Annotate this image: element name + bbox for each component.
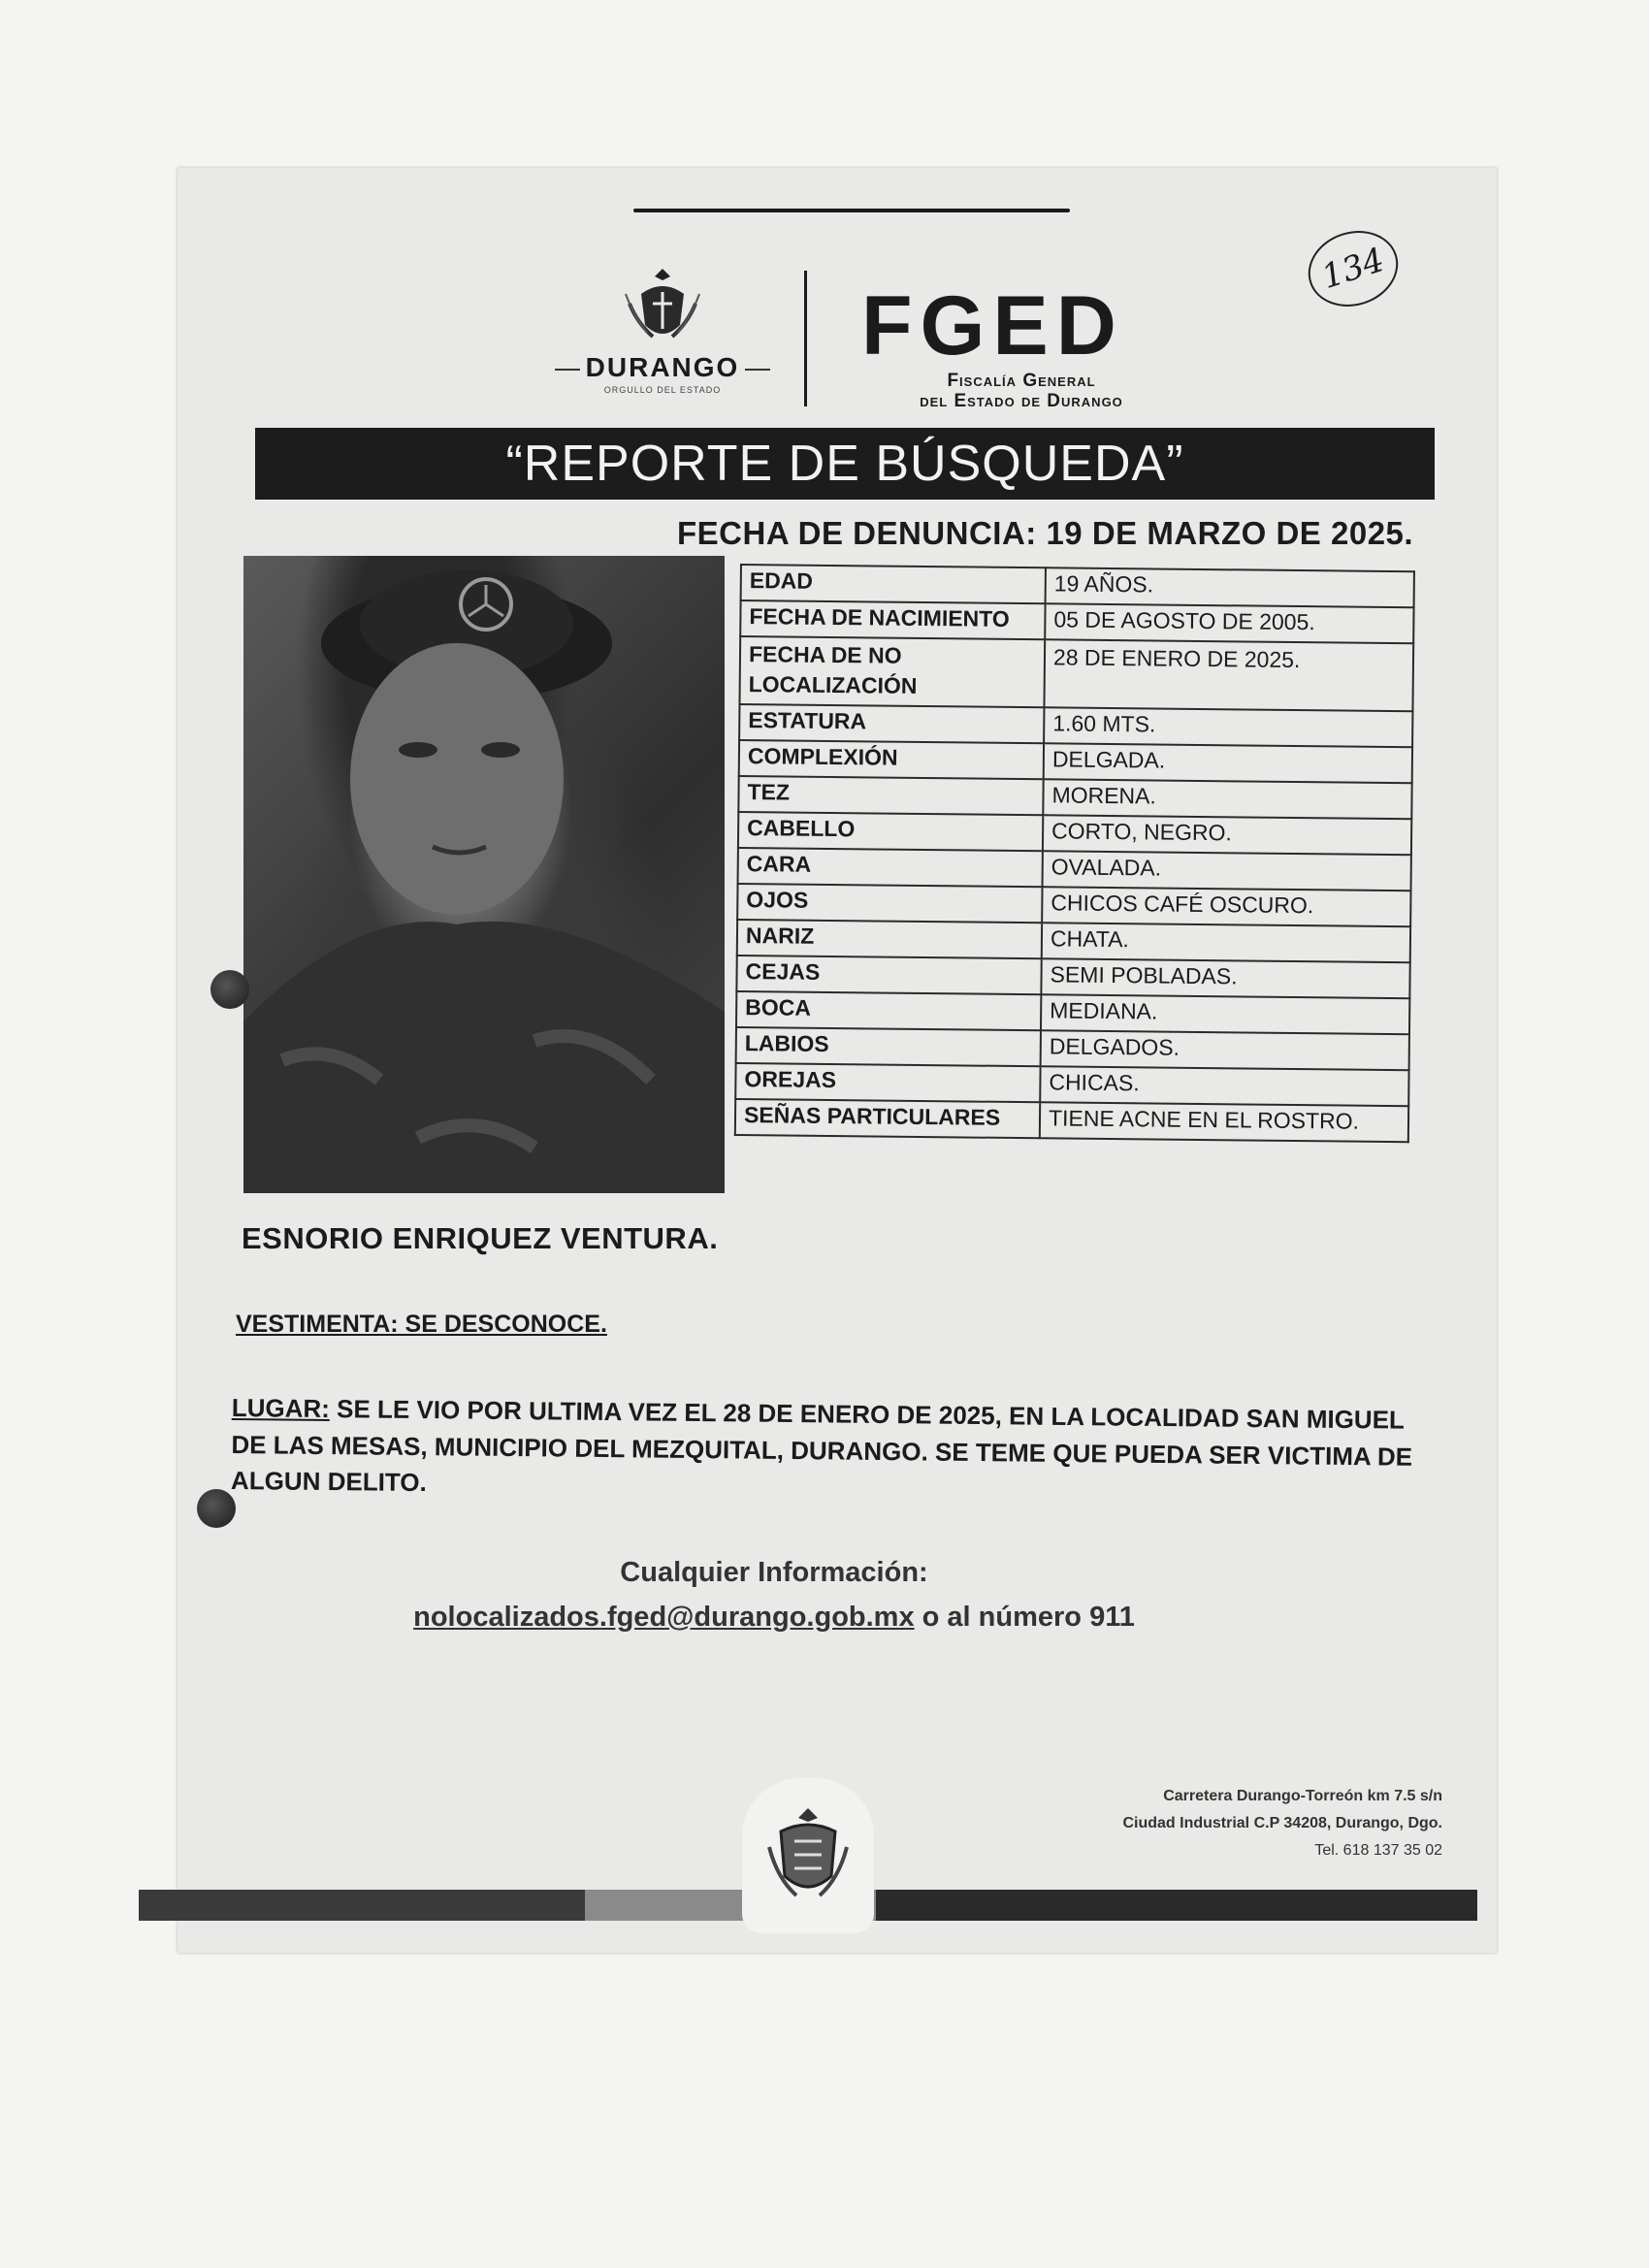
field-label: CARA xyxy=(738,848,1043,887)
table-row xyxy=(739,636,1413,711)
field-label: OJOS xyxy=(737,884,1042,923)
field-value: MEDIANA. xyxy=(1041,994,1409,1034)
field-label: CEJAS xyxy=(736,956,1041,994)
field-label: OREJAS xyxy=(735,1063,1040,1102)
field-value: CHICOS CAFÉ OSCURO. xyxy=(1042,887,1410,926)
field-label: CABELLO xyxy=(738,812,1043,851)
field-value: 05 DE AGOSTO DE 2005. xyxy=(1045,603,1413,643)
fged-wordmark: FGED xyxy=(861,279,1124,373)
contact-phone-text: o al número 911 xyxy=(914,1602,1135,1633)
person-photo-image xyxy=(243,556,725,1193)
handwritten-page-number: 134 xyxy=(1299,219,1408,317)
address-phone: Tel. 618 137 35 02 xyxy=(1314,1842,1442,1859)
footer-bar-segment-darkest xyxy=(876,1890,1477,1921)
field-label: FECHA DE NACIMIENTO xyxy=(740,600,1045,639)
field-label: TEZ xyxy=(738,776,1043,815)
field-label: ESTATURA xyxy=(739,704,1044,743)
field-value: CHICAS. xyxy=(1040,1066,1408,1106)
person-photo xyxy=(243,556,725,1193)
document-page xyxy=(178,168,1497,1953)
binder-hole-top xyxy=(210,970,249,1009)
field-label: LABIOS xyxy=(736,1027,1041,1066)
address-line2: Ciudad Industrial C.P 34208, Durango, Dgo. xyxy=(1122,1815,1442,1831)
field-value: 1.60 MTS. xyxy=(1044,707,1412,747)
durango-logo-slogan: ORGULLO DEL ESTADO xyxy=(603,385,722,395)
field-label: COMPLEXIÓN xyxy=(739,740,1044,779)
field-value: CHATA. xyxy=(1042,923,1410,962)
last-seen-label: LUGAR: xyxy=(231,1392,331,1424)
field-value: SEMI POBLADAS. xyxy=(1041,958,1409,998)
contact-title: Cualquier Información: xyxy=(620,1557,928,1588)
contact-email-link[interactable]: nolocalizados.fged@durango.gob.mx xyxy=(413,1602,915,1633)
field-label: EDAD xyxy=(741,565,1046,603)
person-name: ESNORIO ENRIQUEZ VENTURA. xyxy=(242,1221,719,1255)
footer-bar-segment-dark xyxy=(139,1890,585,1921)
fged-subtitle-line2: del Estado de Durango xyxy=(920,390,1123,411)
clothing-info: VESTIMENTA: SE DESCONOCE. xyxy=(236,1311,607,1338)
durango-logo-name: DURANGO xyxy=(536,352,789,383)
table-row xyxy=(735,1099,1408,1142)
field-label: FECHA DE NO LOCALIZACIÓN xyxy=(739,636,1045,707)
last-seen-location xyxy=(231,1390,1425,1512)
address-line1: Carretera Durango-Torreón km 7.5 s/n xyxy=(1163,1788,1442,1804)
field-label: NARIZ xyxy=(737,920,1042,958)
field-value: CORTO, NEGRO. xyxy=(1043,815,1411,855)
office-address xyxy=(986,1783,1442,1864)
binder-hole-bottom xyxy=(197,1489,236,1528)
last-seen-text: SE LE VIO POR ULTIMA VEZ EL 28 DE ENERO DE 2025, EN LA LOCALIDAD SAN MIGUEL DE LAS MESAS, MUNICIPIO DEL MEZQUITAL, DURANGO. SE TEME QUE PUEDA SER VICTIMA DE ALGUN DELITO. xyxy=(230,1394,1413,1498)
top-rule xyxy=(633,209,1070,212)
fged-subtitle-line1: Fiscalía General xyxy=(947,371,1096,391)
description-table xyxy=(734,564,1415,1143)
field-value: DELGADOS. xyxy=(1041,1030,1409,1070)
fged-subtitle xyxy=(861,372,1181,412)
state-seal-icon xyxy=(761,1802,855,1909)
report-title: “REPORTE DE BÚSQUEDA” xyxy=(255,428,1435,500)
header-divider xyxy=(804,271,807,406)
field-value: 19 AÑOS. xyxy=(1046,567,1414,607)
field-value: MORENA. xyxy=(1043,779,1411,819)
footer-seal xyxy=(742,1778,874,1933)
durango-logo xyxy=(536,265,789,395)
state-coat-of-arms-icon xyxy=(624,265,701,348)
field-value: TIENE ACNE EN EL ROSTRO. xyxy=(1040,1102,1408,1142)
field-value: OVALADA. xyxy=(1043,851,1411,891)
contact-line xyxy=(178,1602,1371,1634)
field-label: SEÑAS PARTICULARES xyxy=(735,1099,1040,1138)
field-value: 28 DE ENERO DE 2025. xyxy=(1044,639,1413,711)
field-value: DELGADA. xyxy=(1044,743,1412,783)
report-date: FECHA DE DENUNCIA: 19 DE MARZO DE 2025. xyxy=(677,515,1414,551)
field-label: BOCA xyxy=(736,991,1041,1030)
